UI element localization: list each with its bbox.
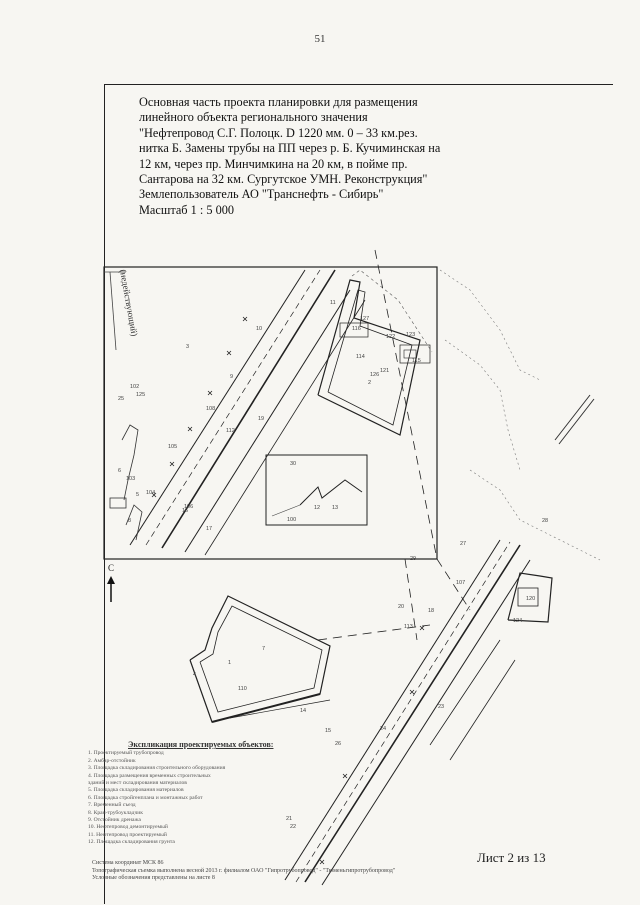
parcel-label: 23 [438,704,445,710]
parcel-label: 115 [412,358,421,364]
parcel-label: 5 [136,492,140,498]
legend [88,741,328,847]
parcel-label: 20 [398,604,405,610]
parcel-label: 1 [228,660,232,666]
north-label: С [108,563,115,573]
parcel-label: 122 [386,334,396,340]
inactive-pipeline-label: (недействующий) [118,268,140,338]
parcel-label: 114 [356,354,365,360]
parcel-label: 27 [460,541,467,547]
parcel-label: 12 [314,505,321,511]
legend-item: 12. Площадка складирования грунта [88,839,175,846]
pipeline-crosses [152,317,247,497]
title-line: Основная часть проекта планировки для размещения [139,95,418,109]
parcel-label: 127 [360,316,370,322]
parcel-label: 13 [332,505,339,511]
parcel-label: 102 [130,384,140,390]
legend-item: 9. Отстойник дренажа [88,817,141,824]
parcel-label: 104 [146,490,156,496]
title-line: "Нефтепровод С.Г. Полоцк. D 1220 мм. 0 – 33 км.рез. [139,125,418,140]
parcel-label: 21 [286,816,293,822]
parcel-label: 8 [128,518,132,524]
parcel-label: 6 [118,468,122,474]
parcel-label: 3 [186,344,190,350]
legend-item: 4. Площадка размещения временных строительных [88,772,211,779]
parcel-label: 105 [168,444,178,450]
parcel-label: 18 [428,608,435,614]
north-arrow-icon [107,576,115,602]
parcel-label: 30 [290,461,297,467]
parcel-label: 9 [230,374,234,380]
parcel-label: 14 [300,708,307,714]
parcel-label: 28 [542,518,549,524]
coordinate-system-note: Система координат МСК 86 [92,860,164,866]
inset-frame [266,455,367,525]
parcel-label: 4 [193,672,197,678]
parcel-label: 7 [262,646,266,652]
scale-line: Масштаб 1 : 5 000 [139,202,235,217]
legend-item: 5. Площадка складирования материалов [88,787,184,794]
title-line: линейного объекта регионального значения [139,110,368,125]
legend-item: 7. Временный съезд [88,802,136,809]
legend-item: 10. Нефтепровод демонтируемый [88,824,168,831]
parcel-label: 100 [287,517,297,523]
parcel-label: 108 [206,406,216,412]
parcel-label: 29 [410,556,417,562]
survey-note: Топографическая съемка выполнена весной 2013 г. филиалом ОАО "Гипротрубопровод" - "Тюменьгипротрубопровод" [92,867,396,874]
parcel-label: 10 [256,326,263,332]
landowner-line: Землепользователь АО "Транснефть - Сибирь" [139,187,384,202]
parcel-label: 25 [118,396,125,402]
legend-item: 1. Проектируемый трубопровод [88,750,164,757]
footnotes [92,860,395,883]
parcel-1-outline [190,596,330,722]
parcel-label: 106 [184,504,194,510]
legend-item: 11. Нефтепровод проектируемый [88,831,167,838]
title-line: 12 км, через пр. Минчимкина на 20 км, в пойме пр. [139,156,408,171]
parcel-label: 16 [182,508,189,514]
parcel-label: 15 [325,728,332,734]
parcel-label: 26 [335,741,342,747]
parcel-label: 11 [330,300,336,306]
parcel-label: 24 [380,726,387,732]
legend-item: 3. Площадка складирования строительного оборудования [88,765,226,772]
parcel-label: 112 [226,428,235,434]
legend-item: 8. Кран-трубоукладчик [88,809,144,816]
parcel-label: 107 [456,580,466,586]
symbols-note: Условные обозначения представлены на листе 8 [92,875,215,882]
parcel-label: 103 [126,476,136,482]
pipeline-corridor [130,270,365,555]
parcel-label: 120 [526,596,536,602]
parcel-label: 116 [352,326,361,332]
legend-item: зданий и мест складирования материалов [88,780,187,787]
parcel-label: 124 [513,618,523,624]
title-line: нитка Б. Замены трубы на ПП через р. Б. Кучиминская на [139,141,441,156]
parcel-label: 19 [258,416,265,422]
parcel-label: 17 [206,526,213,532]
parcel-label: 22 [290,824,297,830]
legend-item: 2. Амбар-отстойник [88,757,136,764]
parcel-label: 126 [370,372,380,378]
parcel-label: 110 [238,686,247,692]
parcel-label: 2 [368,380,372,386]
parcel-label: 121 [380,368,390,374]
legend-title: Экспликация проектируемых объектов: [128,740,274,749]
parcel-label: 113 [404,624,413,630]
parcel-label: 123 [406,332,416,338]
legend-item: 6. Площадка стройгенплана и монтажных работ [88,794,203,801]
title-line: Сантарова на 32 км. Сургутское УМН. Реконструкция" [139,172,428,187]
page-number: 51 [314,33,326,45]
sheet-number: Лист 2 из 13 [477,850,546,865]
parcel-label: 125 [136,392,146,398]
